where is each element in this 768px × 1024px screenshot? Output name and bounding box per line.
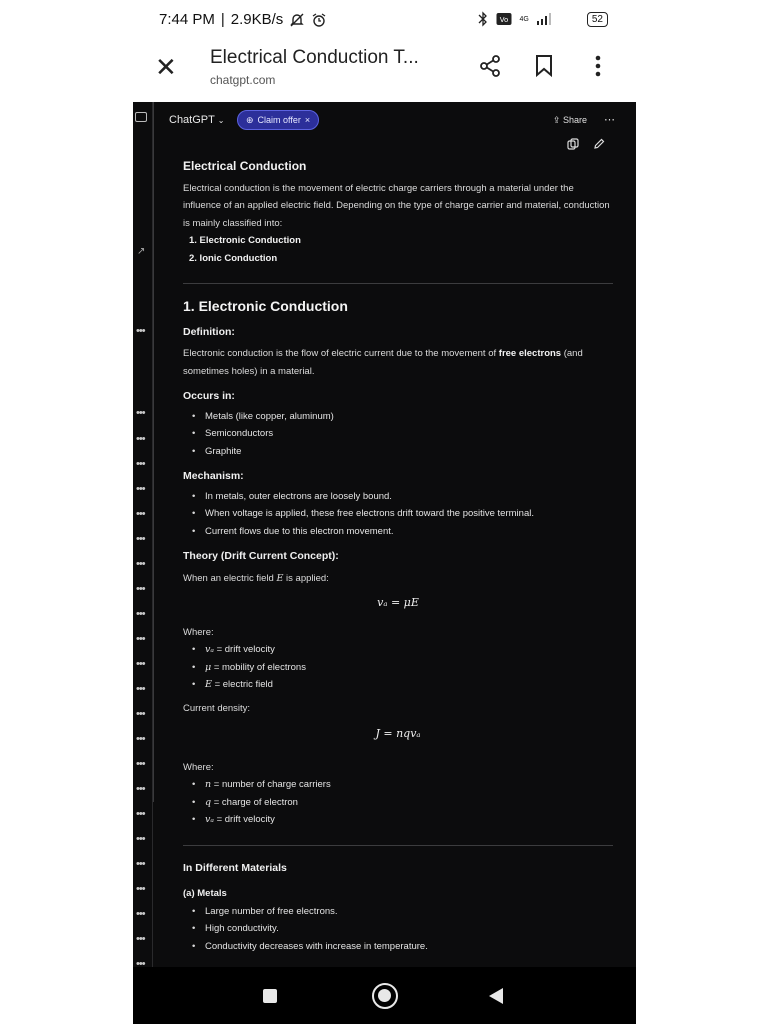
more-dots-icon[interactable]: ••• bbox=[136, 808, 145, 820]
upload-icon: ⇪ bbox=[552, 115, 561, 125]
more-dots-icon[interactable]: ••• bbox=[136, 883, 145, 895]
sidebar-divider bbox=[153, 102, 154, 802]
list-item: 2. Ionic Conduction bbox=[189, 252, 278, 264]
list-item: • Large number of free electrons. bbox=[183, 903, 613, 921]
section-heading: 1. Electronic Conduction bbox=[183, 298, 348, 314]
more-dots-icon[interactable]: ••• bbox=[136, 458, 145, 470]
more-dots-icon[interactable]: ••• bbox=[136, 533, 145, 545]
where-list bbox=[183, 776, 613, 829]
more-dots-icon[interactable]: ••• bbox=[136, 858, 145, 870]
globe-icon: ⊕ bbox=[246, 115, 254, 125]
bookmark-icon[interactable] bbox=[532, 54, 556, 78]
mute-bell-icon bbox=[289, 12, 305, 28]
chevron-down-icon: ⌄ bbox=[217, 116, 225, 125]
more-dots-icon[interactable]: ••• bbox=[136, 758, 145, 770]
where-list bbox=[183, 641, 613, 694]
more-dots-icon[interactable]: ••• bbox=[136, 783, 145, 795]
more-dots-icon[interactable]: ••• bbox=[136, 708, 145, 720]
close-icon[interactable]: ✕ bbox=[155, 52, 177, 82]
overflow-menu-icon[interactable] bbox=[586, 54, 610, 78]
more-dots-icon[interactable]: ••• bbox=[136, 325, 145, 337]
where-label: Where: bbox=[183, 626, 214, 638]
edit-icon[interactable] bbox=[593, 138, 605, 150]
more-dots-icon[interactable]: ••• bbox=[136, 633, 145, 645]
home-icon[interactable] bbox=[372, 983, 398, 1009]
definition-heading: Definition: bbox=[183, 325, 235, 338]
bluetooth-icon bbox=[478, 11, 488, 27]
list-item: • vₐ = drift velocity bbox=[183, 811, 613, 829]
close-icon[interactable]: × bbox=[304, 115, 311, 125]
list-item: • E = electric field bbox=[183, 676, 613, 694]
divider bbox=[183, 845, 613, 846]
more-dots-icon[interactable]: ••• bbox=[136, 733, 145, 745]
more-dots-icon[interactable]: ••• bbox=[136, 933, 145, 945]
intro-paragraph: Electrical conduction is the movement of electric charge carriers through a material under the influence of an applied electric field. Depending on the type of charge carrier and material, conduction is mainly classified into: bbox=[183, 182, 610, 229]
signal-icon bbox=[537, 13, 551, 25]
list-item: • Metals (like copper, aluminum) bbox=[183, 408, 613, 426]
more-dots-icon[interactable]: ••• bbox=[136, 407, 145, 419]
list-item: 1. Electronic Conduction bbox=[189, 235, 301, 246]
chat-more-button[interactable]: ⋯ bbox=[604, 114, 615, 126]
metals-list bbox=[183, 903, 613, 956]
mechanism-list bbox=[183, 488, 613, 541]
volte-icon bbox=[496, 12, 512, 26]
chat-viewport[interactable] bbox=[133, 102, 636, 967]
divider bbox=[183, 283, 613, 284]
sidebar-strip bbox=[133, 102, 153, 967]
metals-heading: (a) Metals bbox=[183, 888, 227, 899]
chat-topbar bbox=[169, 110, 629, 134]
more-dots-icon[interactable]: ••• bbox=[136, 833, 145, 845]
battery-indicator: 52 bbox=[587, 12, 608, 27]
list-item: • When voltage is applied, these free electrons drift toward the positive terminal. bbox=[183, 505, 613, 523]
list-item: • High conductivity. bbox=[183, 920, 613, 938]
more-dots-icon[interactable]: ••• bbox=[136, 683, 145, 695]
status-separator: | bbox=[220, 11, 225, 28]
list-item: • μ = mobility of electrons bbox=[183, 659, 613, 677]
recents-icon[interactable] bbox=[263, 989, 277, 1003]
theory-heading: Theory (Drift Current Concept): bbox=[183, 550, 339, 562]
current-density-label: Current density: bbox=[183, 702, 251, 714]
theory-paragraph: When an electric field E is applied: bbox=[183, 572, 329, 584]
sidebar-toggle-icon[interactable] bbox=[135, 112, 147, 122]
model-selector[interactable]: ChatGPT ⌄ bbox=[169, 114, 225, 126]
more-dots-icon[interactable]: ••• bbox=[136, 958, 145, 967]
system-nav-bar bbox=[133, 967, 636, 1024]
conduction-types-list bbox=[183, 232, 613, 267]
status-time: 7:44 PM bbox=[159, 11, 215, 28]
back-icon[interactable] bbox=[489, 988, 503, 1004]
mechanism-heading: Mechanism: bbox=[183, 470, 244, 482]
definition-paragraph: Electronic conduction is the flow of electric current due to the movement of free electrons (and sometimes holes) in a material. bbox=[183, 348, 583, 377]
more-dots-icon[interactable]: ••• bbox=[136, 483, 145, 495]
occurs-heading: Occurs in: bbox=[183, 390, 235, 402]
alarm-icon bbox=[311, 12, 327, 28]
list-item: • Graphite bbox=[183, 443, 613, 461]
more-dots-icon[interactable]: ••• bbox=[136, 508, 145, 520]
claim-offer-button[interactable]: ⊕ Claim offer × bbox=[237, 110, 319, 130]
share-icon[interactable] bbox=[478, 54, 502, 78]
materials-heading: In Different Materials bbox=[183, 861, 287, 874]
current-density-formula: J = nqvₐ bbox=[375, 727, 421, 740]
more-dots-icon[interactable]: ••• bbox=[136, 658, 145, 670]
more-dots-icon[interactable]: ••• bbox=[136, 558, 145, 570]
chat-share-button[interactable]: ⇪ Share bbox=[552, 115, 587, 125]
list-item: • Semiconductors bbox=[183, 425, 613, 443]
response-content bbox=[183, 158, 613, 955]
list-item: • Conductivity decreases with increase in temperature. bbox=[183, 938, 613, 956]
more-dots-icon[interactable]: ••• bbox=[136, 433, 145, 445]
where-label: Where: bbox=[183, 761, 214, 773]
list-item: • vₐ = drift velocity bbox=[183, 641, 613, 659]
list-item: • Current flows due to this electron movement. bbox=[183, 523, 613, 541]
intro-heading: Electrical Conduction bbox=[183, 159, 307, 173]
more-dots-icon[interactable]: ••• bbox=[136, 908, 145, 920]
more-dots-icon[interactable]: ••• bbox=[136, 608, 145, 620]
phone-screen bbox=[133, 0, 636, 1024]
more-dots-icon[interactable]: ••• bbox=[136, 583, 145, 595]
page-url: chatgpt.com bbox=[210, 73, 276, 87]
status-bar bbox=[133, 0, 636, 40]
svg-text:Vo: Vo bbox=[499, 16, 508, 24]
network-speed: 2.9KB/s bbox=[230, 11, 284, 28]
page-title: Electrical Conduction T... bbox=[210, 47, 419, 68]
drift-velocity-formula: vₐ = μE bbox=[377, 596, 419, 609]
expand-arrow-icon[interactable]: ↗ bbox=[137, 246, 146, 257]
list-item: • In metals, outer electrons are loosely bound. bbox=[183, 488, 613, 506]
network-type-label: 4G bbox=[519, 15, 529, 23]
copy-icon[interactable] bbox=[567, 138, 579, 150]
list-item: • q = charge of electron bbox=[183, 794, 613, 812]
list-item: • n = number of charge carriers bbox=[183, 776, 613, 794]
occurs-list bbox=[183, 408, 613, 461]
browser-header bbox=[133, 40, 636, 102]
